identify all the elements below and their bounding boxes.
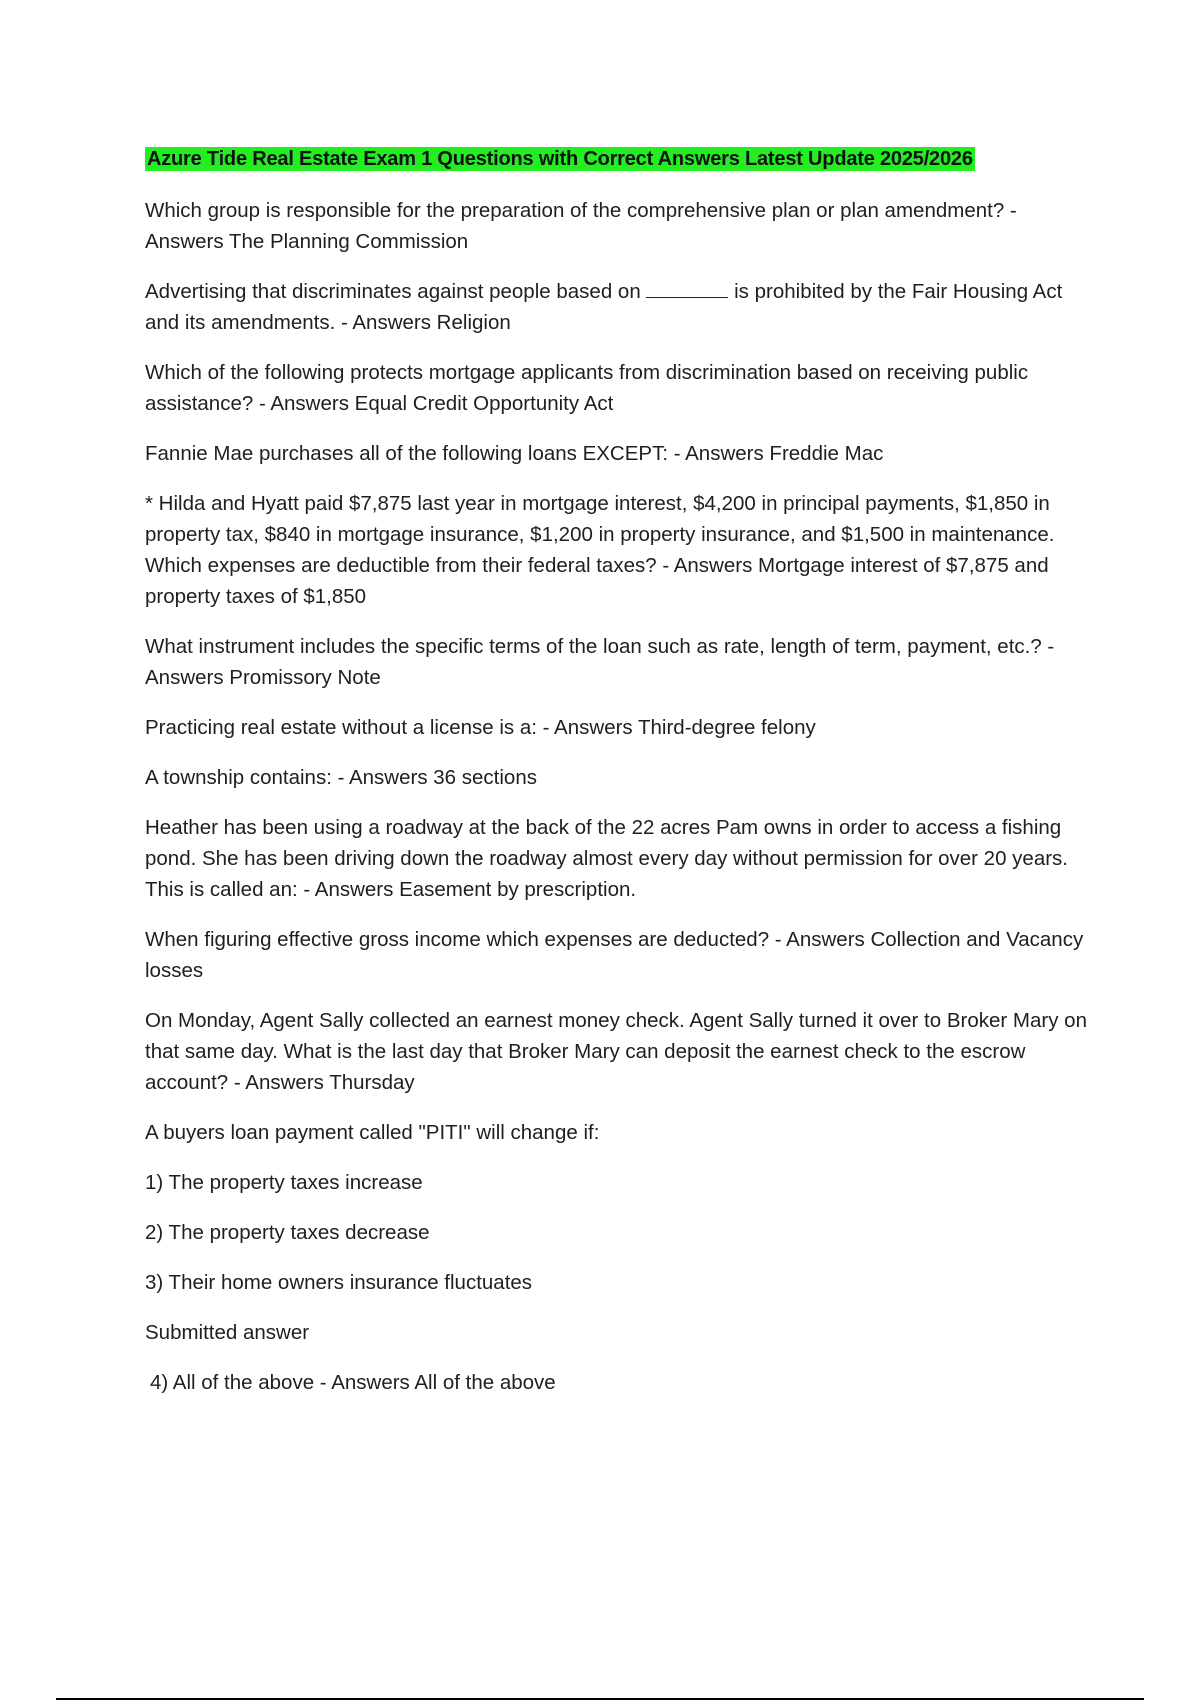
question-9: Heather has been using a roadway at the back of the 22 acres Pam owns in order to access a fishing pond. She has been driving down the roadway almost every day without permission for over 20 years. This is called an: - Answers Easement by prescription.: [145, 816, 1069, 901]
title-block: [145, 143, 1095, 175]
question-12-option-1: 1) The property taxes increase: [145, 1171, 423, 1194]
question-2: [145, 276, 1095, 338]
question-7: Practicing real estate without a license is a: - Answers Third-degree felony: [145, 716, 816, 739]
question-11: On Monday, Agent Sally collected an earnest money check. Agent Sally turned it over to Broker Mary on that same day. What is the last day that Broker Mary can deposit the earnest check to the escrow account? - Answers Thursday: [145, 1009, 1087, 1094]
question-12-option-3: 3) Their home owners insurance fluctuates: [145, 1271, 533, 1294]
question-2-before: Advertising that discriminates against people based on: [145, 280, 647, 303]
question-12-option-4: 4) All of the above - Answers All of the above: [150, 1371, 556, 1394]
question-8: A township contains: - Answers 36 sections: [145, 766, 537, 789]
question-10: When figuring effective gross income which expenses are deducted? - Answers Collection and Vacancy losses: [145, 928, 1084, 982]
question-6: What instrument includes the specific terms of the loan such as rate, length of term, payment, etc.? - Answers Promissory Note: [145, 635, 1055, 689]
question-5: * Hilda and Hyatt paid $7,875 last year in mortgage interest, $4,200 in principal payments, $1,850 in property tax, $840 in mortgage insurance, $1,200 in property insurance, and $1,500 in maintenance. Which expenses are deductible from their federal taxes? - Answers Mortgage interest of $7,875 and property taxes of $1,850: [145, 492, 1055, 608]
fill-in-blank: [646, 283, 728, 298]
document-body: [145, 143, 1095, 1417]
question-2-after: is prohibited by the Fair Housing Act and its amendments. - Answers Religion: [145, 280, 1063, 334]
question-12-stem: A buyers loan payment called "PITI" will change if:: [145, 1121, 600, 1144]
question-1: Which group is responsible for the preparation of the comprehensive plan or plan amendment? - Answers The Planning Commission: [145, 199, 1017, 253]
question-4: Fannie Mae purchases all of the following loans EXCEPT: - Answers Freddie Mac: [145, 442, 884, 465]
submitted-answer-label: Submitted answer: [145, 1321, 310, 1344]
document-title: Azure Tide Real Estate Exam 1 Questions with Correct Answers Latest Update 2025/2026: [147, 148, 973, 170]
question-3: Which of the following protects mortgage applicants from discrimination based on receiving public assistance? - Answers Equal Credit Opportunity Act: [145, 361, 1029, 415]
question-12-option-2: 2) The property taxes decrease: [145, 1221, 430, 1244]
